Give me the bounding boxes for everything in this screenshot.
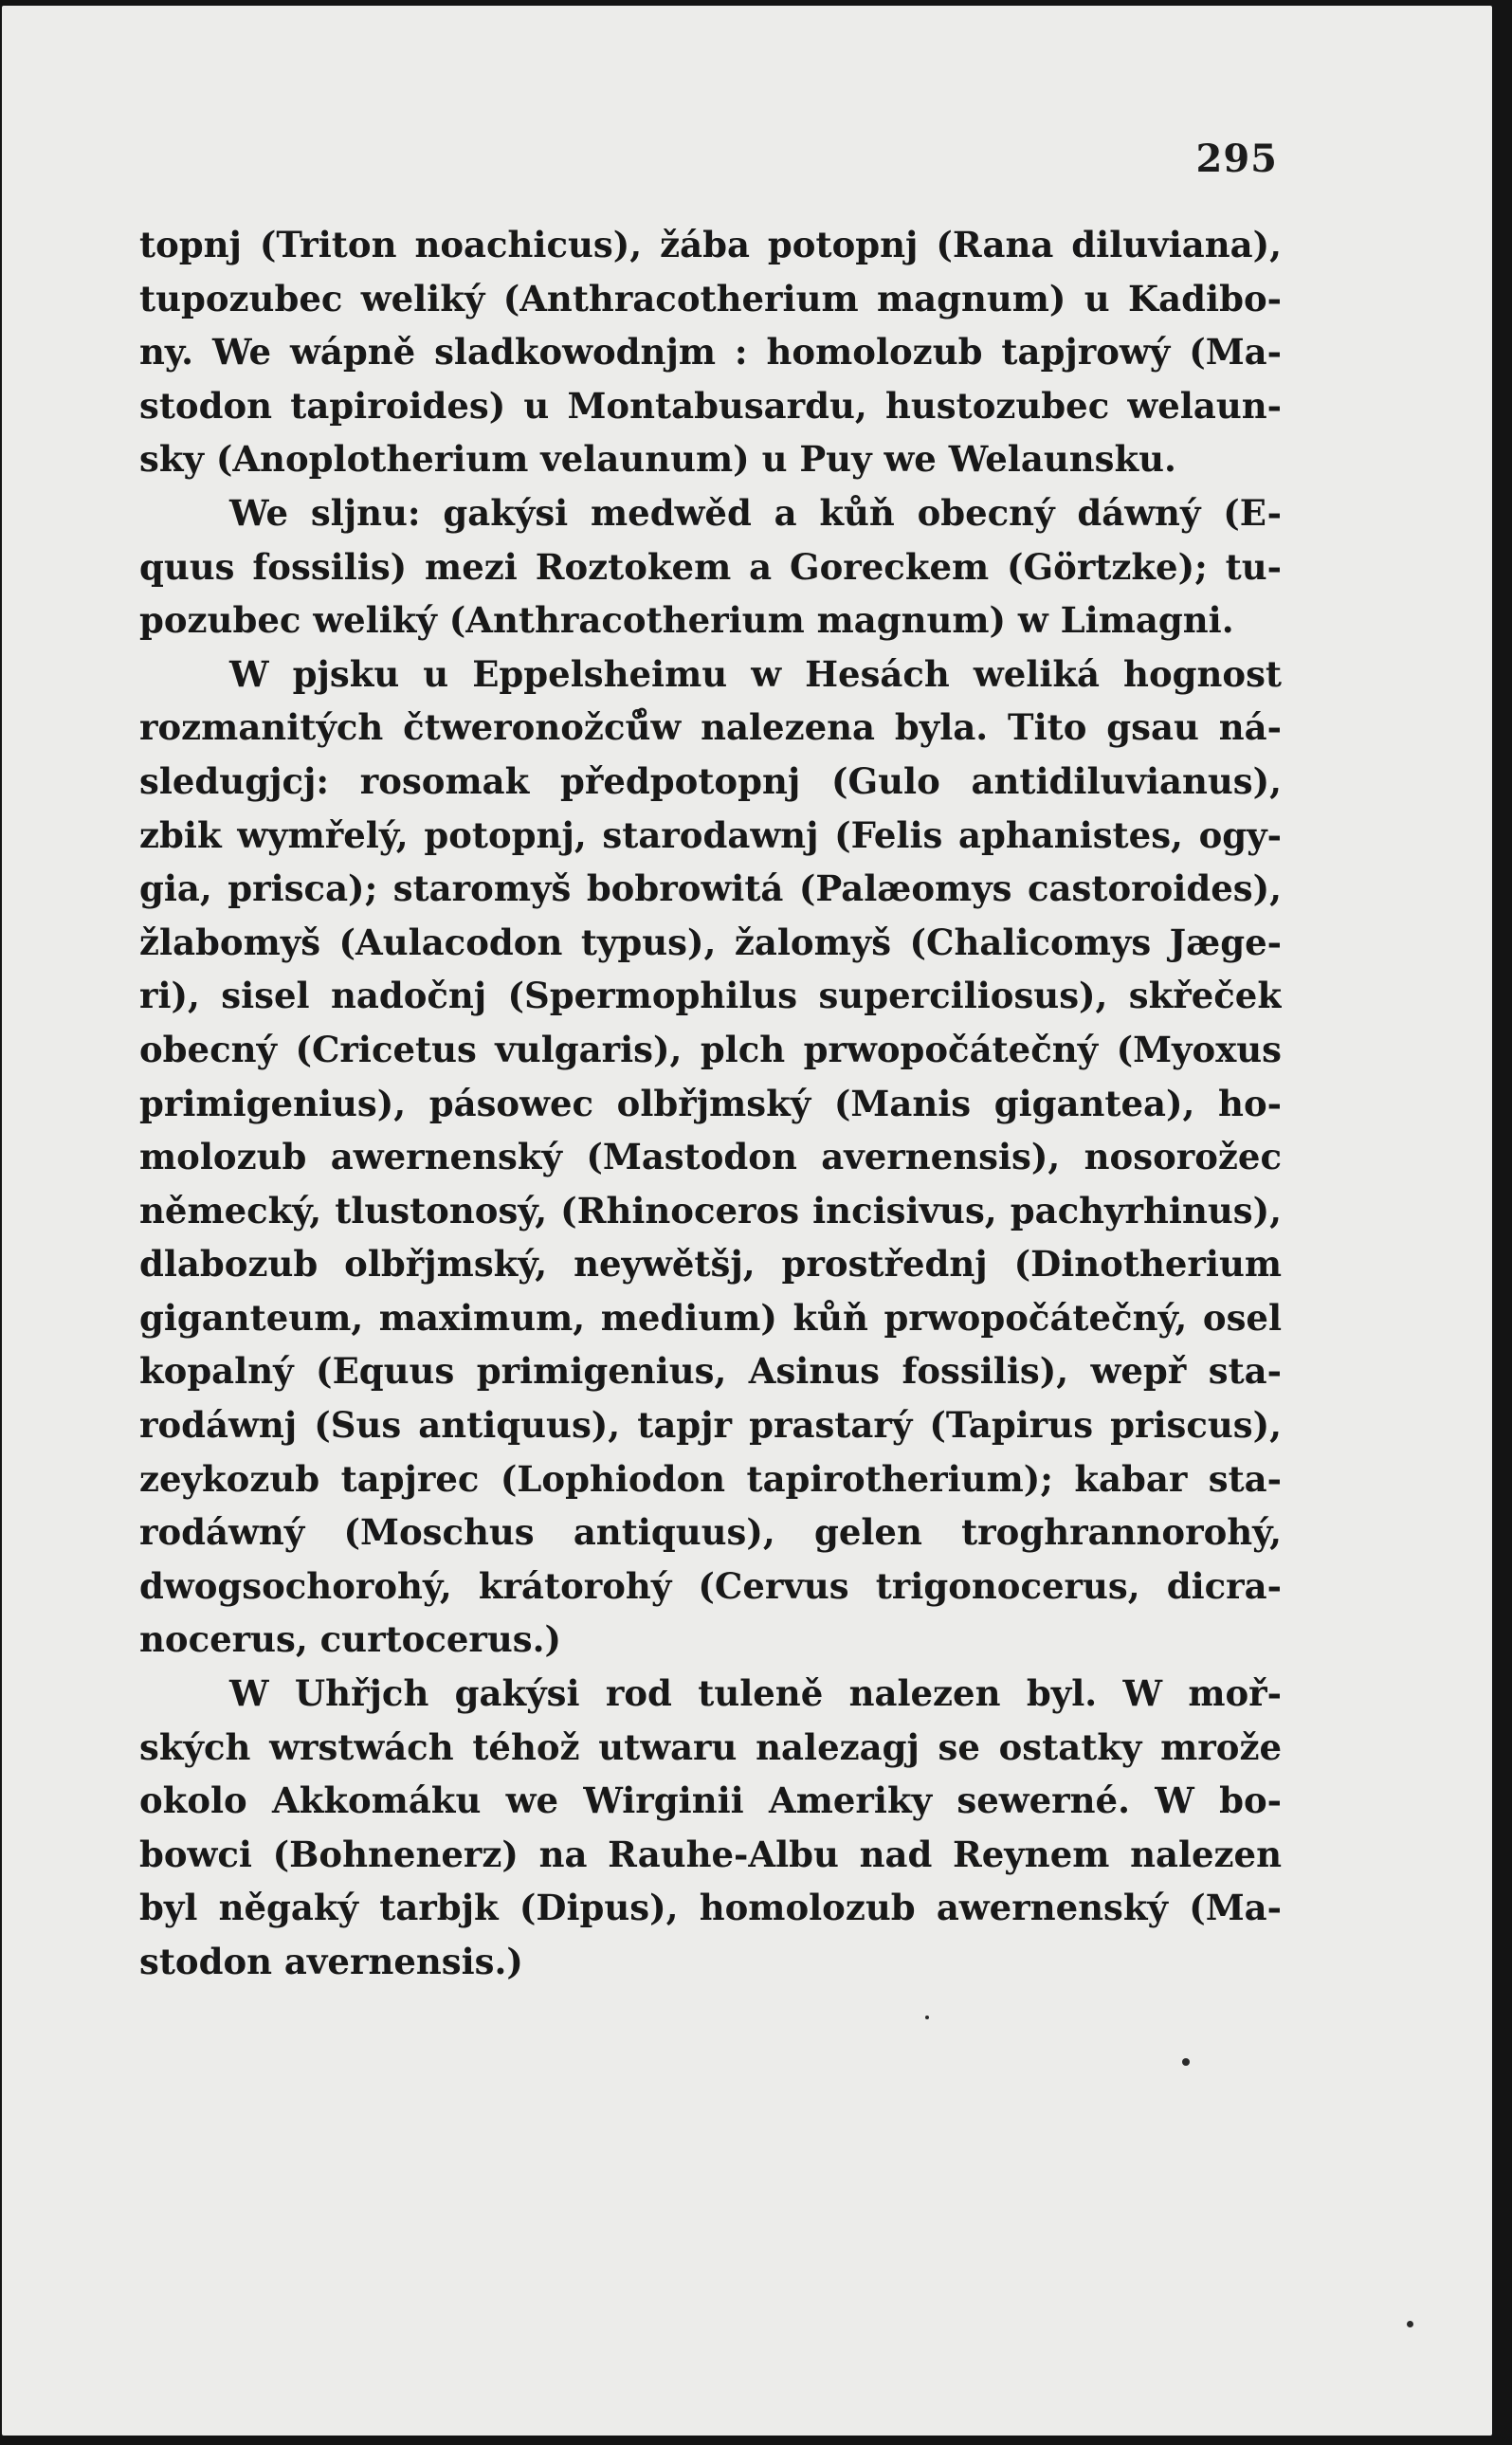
text-line: zbik wymřelý, potopnj, starodawnj (Felis aphanistes, ogy-: [139, 813, 1282, 856]
book-page: [2, 6, 1492, 2436]
text-line: nocerus, curtocerus.): [139, 1618, 562, 1661]
text-line: quus fossilis) mezi Roztokem a Goreckem (Görtzke); tu-: [139, 545, 1282, 588]
text-line: byl něgaký tarbjk (Dipus), homolozub awernenský (Ma-: [139, 1887, 1282, 1929]
text-line: gia, prisca); staromyš bobrowitá (Palæomys castoroides),: [139, 867, 1282, 910]
text-line: molozub awernenský (Mastodon avernensis), nosorožec: [139, 1136, 1282, 1178]
text-line: rozmanitých čtweronožců̊w nalezena byla. Tito gsau ná-: [139, 706, 1282, 749]
text-line: dwogsochorohý, krátorohý (Cervus trigonocerus, dicra-: [139, 1564, 1282, 1607]
text-line: We sljnu: gakýsi medwěd a kůň obecný dáwný (E-: [229, 491, 1282, 534]
text-line: giganteum, maximum, medium) kůň prwopočátečný, osel: [139, 1296, 1282, 1339]
print-speck: [1182, 2058, 1190, 2066]
text-line: kopalný (Equus primigenius, Asinus fossilis), wepř sta-: [139, 1350, 1282, 1393]
text-line: obecný (Cricetus vulgaris), plch prwopočátečný (Myoxus: [139, 1028, 1282, 1070]
text-line: pozubec weliký (Anthracotherium magnum) w Limagni.: [139, 599, 1234, 642]
body-text: [139, 218, 1282, 1989]
text-line: rodáwnj (Sus antiquus), tapjr prastarý (Tapirus priscus),: [139, 1404, 1282, 1447]
text-line: rodáwný (Moschus antiquus), gelen troghrannorohý,: [139, 1511, 1282, 1554]
text-line: okolo Akkomáku we Wirginii Ameriky sewerné. W bo-: [139, 1779, 1282, 1822]
text-line: ských wrstwách téhož utwaru nalezagj se ostatky mrože: [139, 1725, 1282, 1768]
text-line: stodon tapiroides) u Montabusardu, hustozubec welaun-: [139, 384, 1282, 427]
text-line: dlabozub olbřjmský, neywětšj, prostřednj (Dinotherium: [139, 1243, 1282, 1286]
text-line: primigenius), pásowec olbřjmský (Manis gigantea), ho-: [139, 1082, 1282, 1124]
text-line: W Uhřjch gakýsi rod tuleně nalezen byl. W moř-: [229, 1672, 1282, 1715]
text-line: stodon avernensis.): [139, 1941, 523, 1982]
text-line: německý, tlustonosý, (Rhinoceros incisivus, pachyrhinus),: [139, 1189, 1282, 1232]
text-line: zeykozub tapjrec (Lophiodon tapirotherium); kabar sta-: [139, 1457, 1282, 1500]
text-line: tupozubec weliký (Anthracotherium magnum) u Kadibo-: [139, 277, 1282, 319]
text-line: W pjsku u Eppelsheimu w Hesách weliká hognost: [229, 652, 1282, 695]
print-speck: [925, 2016, 929, 2019]
page-number: 295: [1195, 137, 1278, 181]
text-line: žlabomyš (Aulacodon typus), žalomyš (Chalicomys Jæge-: [139, 921, 1282, 963]
text-line: sky (Anoplotherium velaunum) u Puy we Welaunsku.: [139, 438, 1176, 481]
text-line: topnj (Triton noachicus), žába potopnj (Rana diluviana),: [139, 224, 1282, 265]
print-speck: [1407, 2321, 1413, 2327]
text-line: bowci (Bohnenerz) na Rauhe-Albu nad Reynem nalezen: [139, 1833, 1282, 1875]
text-line: ny. We wápně sladkowodnjm : homolozub tapjrowý (Ma-: [139, 331, 1282, 374]
text-line: ri), sisel nadočnj (Spermophilus superciliosus), skřeček: [139, 975, 1282, 1017]
text-line: sledugjcj: rosomak předpotopnj (Gulo antidiluvianus),: [139, 759, 1282, 802]
